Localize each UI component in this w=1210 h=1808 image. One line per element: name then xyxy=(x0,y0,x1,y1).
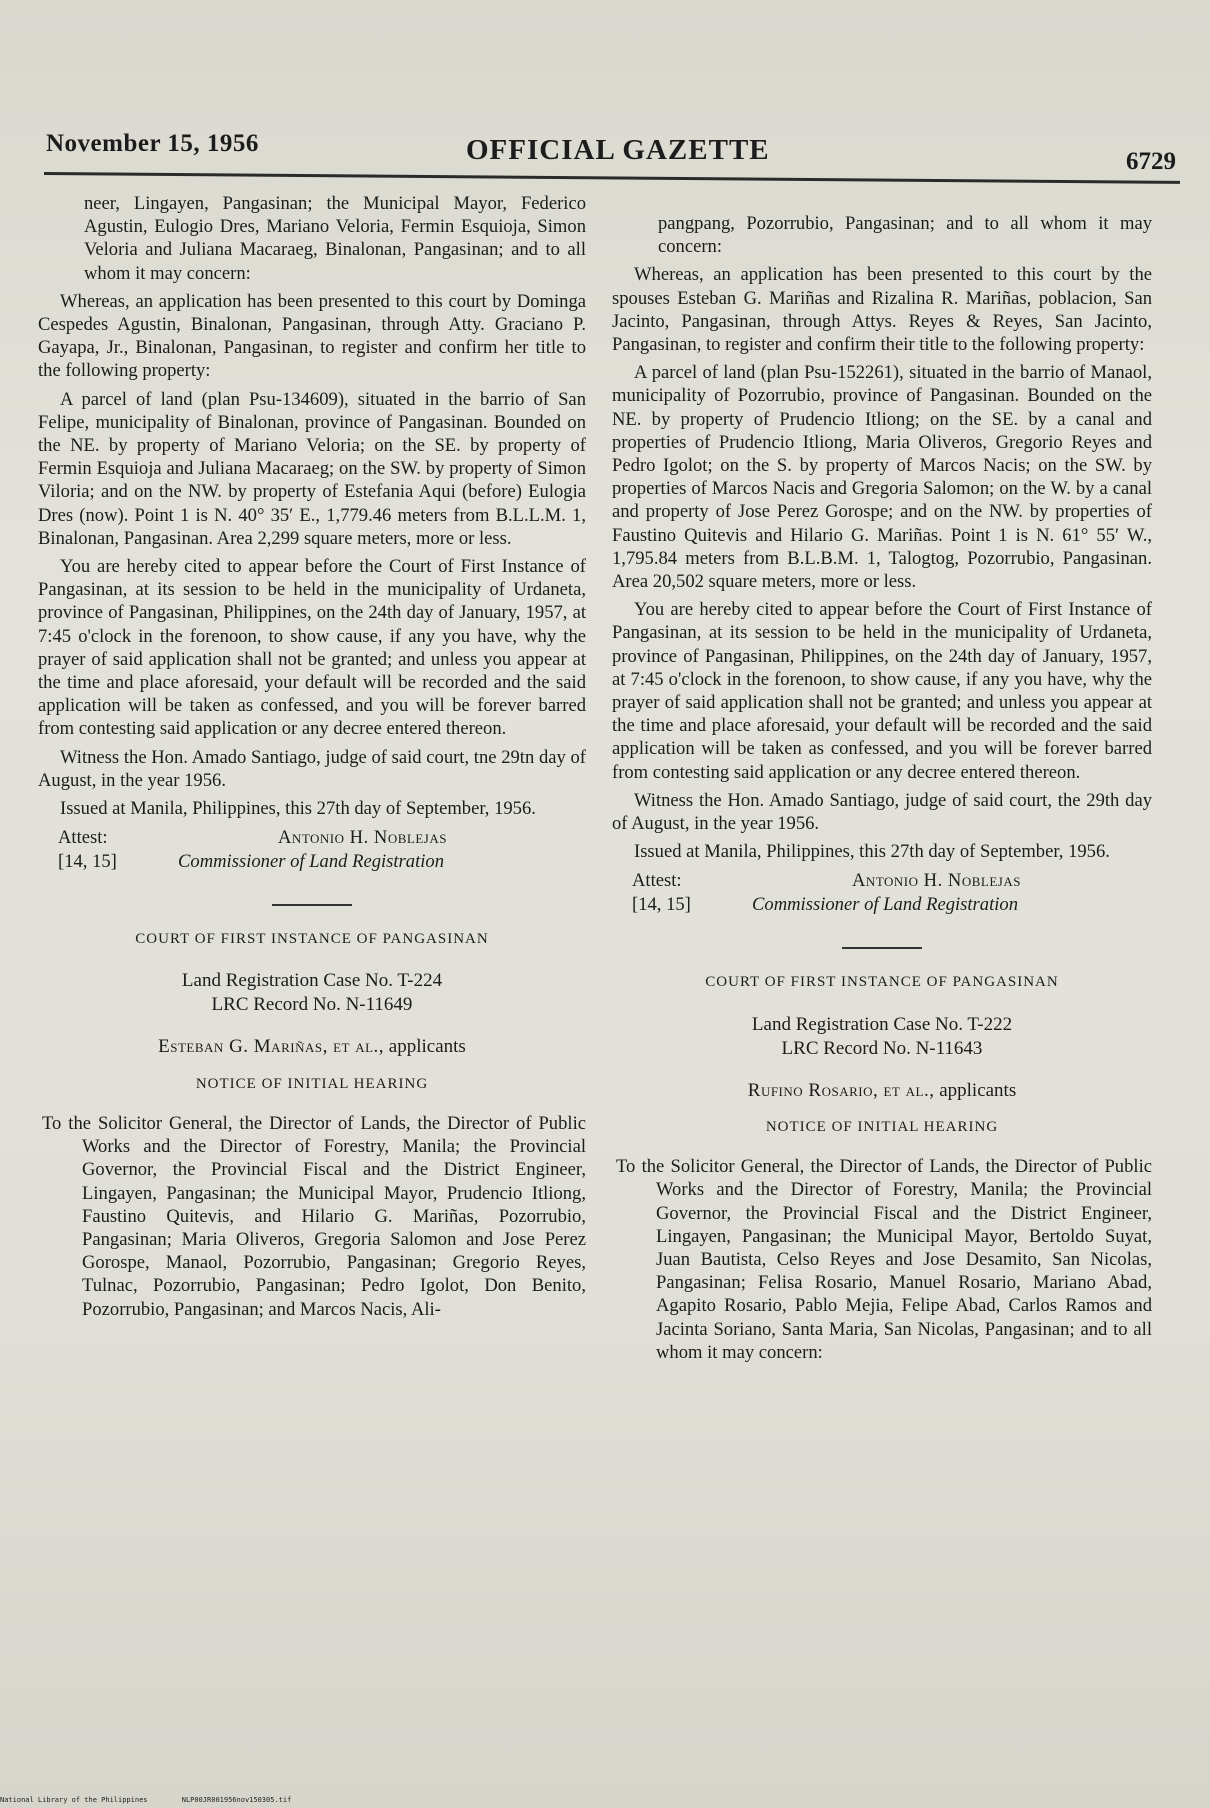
library-credit: National Library of the Philippines xyxy=(0,1796,148,1804)
scan-filename: NLP00JR001956nov150305.tif xyxy=(181,1796,292,1804)
commissioner-name: Antonio H. Noblejas xyxy=(852,870,1021,892)
applicants-name: Rufino Rosario, et al., xyxy=(747,1079,935,1101)
property-description: A parcel of land (plan Psu-152261), situated in the barrio of Manaol, municipality of Pozorrubio, province of Pangasinan. Bounded on the NE. by property of Prudencio Itliong; on the SE. by a canal and properties of Prudencio Itliong, Maria Oliveros, Gregorio Reyes and Pedro Igolot; on the S. by property of Marcos Nacis; on the SW. by properties of Marcos Nacis and Gregoria Salomon; on the W. by a canal and property of Jose Perez Gorospe; and on the NW. by properties of Faustino Quitevis and Hilario G. Mariñas. Point 1 is N. 61° 55′ W., 1,795.84 meters from B.L.B.M. 1, Talogtog, Pozorrubio, Pangasinan. Area 20,502 square meters, more or less. xyxy=(612,362,1152,593)
addressee-list: To the Solicitor General, the Director of Lands, the Director of Public Works and the Director of Forestry, Manila; the Provincial Governor, the Provincial Fiscal and the District Engineer, Lingayen, Pangasinan; the Municipal Mayor, Prudencio Itliong, Faustino Quitevis, and Hilario G. Mariñas, Pozorrubio, Pangasinan; Maria Oliveros, Gregoria Salomon and Jose Perez Gorospe, Manaol, Pozorrubio, Pangasinan; Gregorio Reyes, Tulnac, Pozorrubio, Pangasinan; Pedro Igolot, Don Benito, Pozorrubio, Pangasinan; and Marcos Nacis, Ali- xyxy=(42,1112,586,1320)
applicants-line xyxy=(612,1079,1152,1102)
page-header xyxy=(46,124,1176,175)
citation-paragraph: You are hereby cited to appear before the Court of First Instance of Pangasinan, at its session to be held in the municipality of Urdaneta, province of Pangasinan, Philippines, on the 24th day of January, 1957, at 7:45 o'clock in the forenoon, to show cause, if any you have, why the prayer of said application shall not be granted; and unless you appear at the time and place aforesaid, your default will be recorded and the said application will be taken as confessed, and you will be forever barred from contesting said application or any decree entered thereon. xyxy=(38,556,586,740)
section-separator xyxy=(842,947,922,949)
applicants-line xyxy=(38,1035,586,1058)
issued-paragraph: Issued at Manila, Philippines, this 27th day of September, 1956. xyxy=(60,798,536,820)
case-heading xyxy=(612,1013,1152,1061)
witness-paragraph: Witness the Hon. Amado Santiago, judge of said court, the 29th day of August, in the year 1956. xyxy=(612,789,1152,835)
notice-heading: NOTICE OF INITIAL HEARING xyxy=(765,1118,999,1135)
commissioner-office: Commissioner of Land Registration xyxy=(178,851,445,873)
property-description: A parcel of land (plan Psu-134609), situated in the barrio of San Felipe, municipality of Binalonan, province of Pangasinan. Bounded on the NE. by property of Mariano Veloria; on the SE. by property of Fermin Esquioja and Juliana Macaraeg; on the SW. by property of Simon Viloria; and on the NW. by property of Estefania Aqui (before) Eulogia Dres (now). Point 1 is N. 40° 35′ E., 1,779.46 meters from B.L.L.M. 1, Binalonan, Pangasinan. Area 2,299 square meters, more or less. xyxy=(38,388,586,549)
addressee-continuation: pangpang, Pozorrubio, Pangasinan; and to all whom it may concern: xyxy=(658,213,1152,258)
issue-date: November 15, 1956 xyxy=(46,130,259,157)
attest-reference: [14, 15] xyxy=(58,851,117,873)
witness-paragraph: Witness the Hon. Amado Santiago, judge of said court, tne 29tn day of August, in the year 1956. xyxy=(38,746,586,791)
court-heading: COURT OF FIRST INSTANCE OF PANGASINAN xyxy=(135,931,489,948)
applicants-suffix: applicants xyxy=(388,1036,466,1058)
header-rule xyxy=(44,172,1180,184)
whereas-paragraph: Whereas, an application has been presented to this court by the spouses Esteban G. Mariñas and Rizalina R. Mariñas, poblacion, San Jacinto, Pangasinan, through Attys. Reyes & Reyes, San Jacinto, Pangasinan, to register and confirm their title to the following property: xyxy=(612,264,1152,356)
case-heading xyxy=(38,969,586,1017)
case-number: Land Registration Case No. T-224 xyxy=(181,970,443,992)
record-number: LRC Record No. N-11649 xyxy=(211,994,413,1016)
commissioner-name: Antonio H. Noblejas xyxy=(278,827,447,849)
addressee-list: To the Solicitor General, the Director of Lands, the Director of Public Works and the Director of Forestry, Manila; the Provincial Governor, the Provincial Fiscal and the District Engineer, Lingayen, Pangasinan; the Municipal Mayor, Bertoldo Suyat, Juan Bautista, Celso Reyes and Jose Desamito, San Nicolas, Pangasinan; Felisa Rosario, Manuel Rosario, Mariano Abad, Agapito Rosario, Pablo Mejia, Felipe Abad, Carlos Ramos and Jacinta Soriano, Santa Maria, San Nicolas, Pangasinan; and to all whom it may concern: xyxy=(616,1156,1152,1363)
section-separator xyxy=(272,904,352,906)
record-number: LRC Record No. N-11643 xyxy=(781,1037,983,1059)
addressee-continuation: neer, Lingayen, Pangasinan; the Municipal Mayor, Federico Agustin, Eulogio Dres, Mariano Veloria, Fermin Esquioja, Simon Veloria and Juliana Macaraeg, Binalonan, Pangasinan; and to all whom it may concern: xyxy=(84,193,586,284)
notice-heading: NOTICE OF INITIAL HEARING xyxy=(195,1075,429,1092)
whereas-paragraph: Whereas, an application has been presented to this court by Dominga Cespedes Agustin, Binalonan, Pangasinan, through Atty. Graciano P. Gayapa, Jr., Binalonan, Pangasinan, to register and confirm her title to the following property: xyxy=(38,290,586,382)
commissioner-office: Commissioner of Land Registration xyxy=(752,894,1019,916)
attestation xyxy=(38,826,586,876)
applicants-suffix: applicants xyxy=(939,1079,1017,1101)
publication-title: OFFICIAL GAZETTE xyxy=(466,134,770,166)
attestation xyxy=(612,869,1152,919)
attest-label: Attest: xyxy=(632,870,682,892)
case-number: Land Registration Case No. T-222 xyxy=(751,1013,1013,1035)
scan-footer xyxy=(0,1796,600,1804)
issued-paragraph: Issued at Manila, Philippines, this 27th day of September, 1956. xyxy=(634,841,1110,863)
court-heading: COURT OF FIRST INSTANCE OF PANGASINAN xyxy=(705,974,1059,991)
applicants-name: Esteban G. Mariñas, et al., xyxy=(158,1036,385,1058)
attest-reference: [14, 15] xyxy=(632,894,691,916)
citation-paragraph: You are hereby cited to appear before the Court of First Instance of Pangasinan, at its session to be held in the municipality of Urdaneta, province of Pangasinan, Philippines, on the 24th day of January, 1957, at 7:45 o'clock in the forenoon, to show cause, if any you have, why the prayer of said application shall not be granted; and unless you appear at the time and place aforesaid, your default will be recorded and the said application will be taken as confessed, and you will be forever barred from contesting said application or any decree entered thereon. xyxy=(612,599,1152,783)
attest-label: Attest: xyxy=(58,827,108,849)
left-column xyxy=(38,192,586,1326)
page-number: 6729 xyxy=(1126,148,1176,175)
right-column xyxy=(612,212,1152,1369)
